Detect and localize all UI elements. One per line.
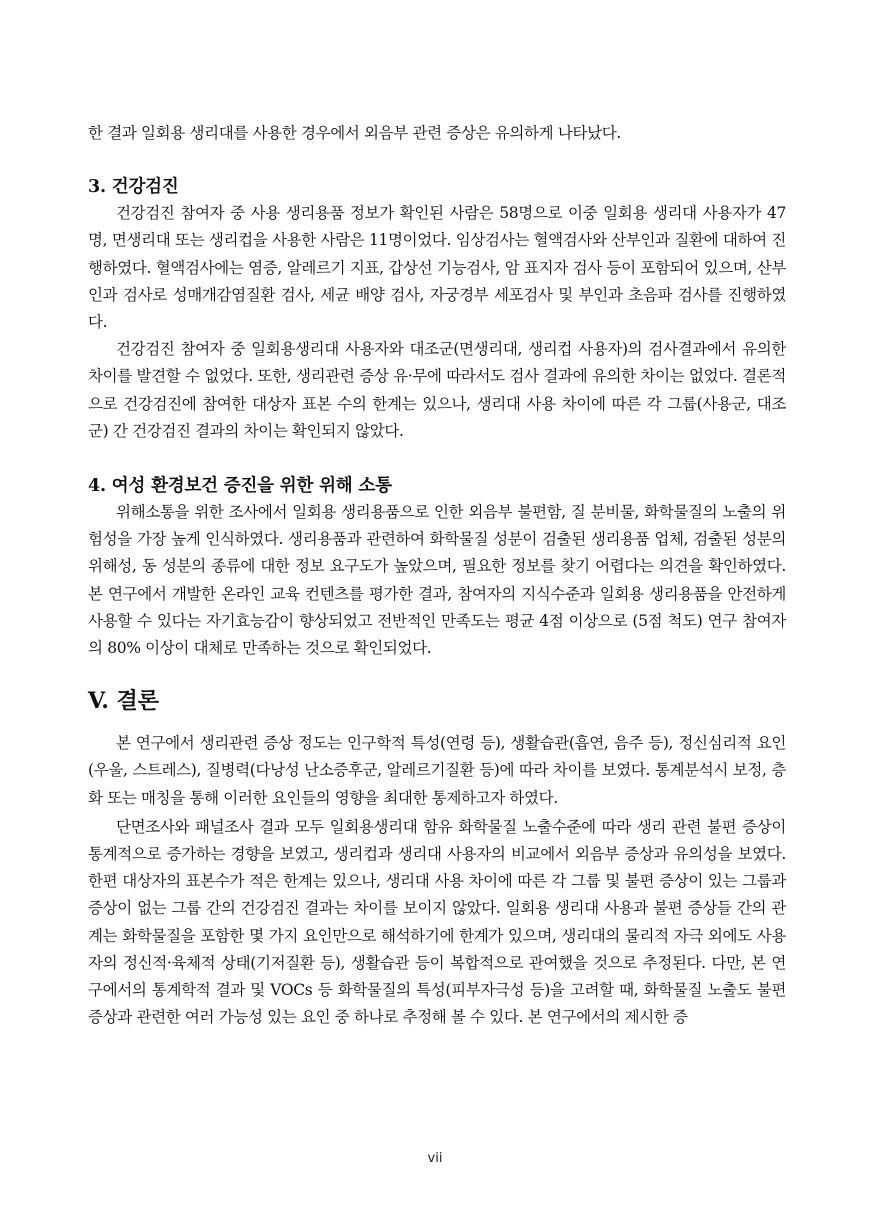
section-title-health-checkup: 3. 건강검진 [88, 177, 179, 198]
spacer [88, 662, 786, 686]
document-page [88, 120, 786, 1031]
health-checkup-paragraph-1: 건강검진 참여자 중 사용 생리용품 정보가 확인된 사람은 58명으로 이중 일회용 생리대 사용자가 47명, 면생리대 또는 생리컵을 사용한 사람은 11명이었다. 임상검사는 혈액검사와 산부인과 질환에 대하여 진행하였다. 혈액검사에는 염증, 알레르기 지표, 갑상선 기능검사, 암 표지자 검사 등이 포함되어 있으며, 산부인과 검사로 성매개감염질환 검사, 세균 배양 검사, 자궁경부 세포검사 및 부인과 초음파 검사를 진행하였다. [88, 204, 786, 332]
intro-paragraph: 한 결과 일회용 생리대를 사용한 경우에서 외음부 관련 증상은 유의하게 나타났다. [88, 124, 621, 142]
risk-communication-paragraph-1: 위해소통을 위한 조사에서 일회용 생리용품으로 인한 외음부 불편함, 질 분비물, 화학물질의 노출의 위험성을 가장 높게 인식하였다. 생리용품과 관련하여 화학물질 성분이 검출된 생리용품 업체, 검출된 성분의 위해성, 동 성분의 종류에 대한 정보 요구도가 높았으며, 필요한 정보를 찾기 어렵다는 의견을 확인하였다. 본 연구에서 개발한 온라인 교육 컨텐츠를 평가한 결과, 참여자의 지식수준과 일회용 생리용품을 안전하게 사용할 수 있다는 자기효능감이 향상되었고 전반적인 만족도는 평균 4점 이상으로 (5점 척도) 연구 참여자의 80% 이상이 대체로 만족하는 것으로 확인되었다. [88, 503, 786, 658]
spacer [88, 445, 786, 473]
section-title-risk-communication: 4. 여성 환경보건 증진을 위한 위해 소통 [88, 476, 392, 497]
conclusion-paragraph-1: 본 연구에서 생리관련 증상 정도는 인구학적 특성(연령 등), 생활습관(흡연, 음주 등), 정신심리적 요인(우울, 스트레스), 질병력(다낭성 난소증후군, 알레르기질환 등)에 따라 차이를 보였다. 통계분석시 보정, 층화 또는 매칭을 통해 이러한 요인들의 영향을 최대한 통제하고자 하였다. [88, 734, 786, 807]
spacer [88, 716, 786, 730]
chapter-title-conclusion: V. 결론 [88, 688, 160, 715]
page-number: vii [427, 1151, 443, 1166]
spacer [88, 147, 786, 174]
conclusion-paragraph-2: 단면조사와 패널조사 결과 모두 일회용생리대 함유 화학물질 노출수준에 따라 생리 관련 불편 증상이 통계적으로 증가하는 경향을 보였고, 생리컵과 생리대 사용자의 비교에서 외음부 증상과 유의성을 보였다. 한편 대상자의 표본수가 적은 한계는 있으나, 생리대 사용 차이에 따른 각 그룹 및 불편 증상이 있는 그룹과 증상이 없는 그룹 간의 건강검진 결과는 차이를 보이지 않았다. 일회용 생리대 사용과 불편 증상들 간의 관계는 화학물질을 포함한 몇 가지 요인만으로 해석하기에 한계가 있으며, 생리대의 물리적 자극 외에도 사용자의 정신적·육체적 상태(기저질환 등), 생활습관 등이 복합적으로 관여했을 것으로 추정된다. 다만, 본 연구에서의 통계학적 결과 및 VOCs 등 화학물질의 특성(피부자극성 등)을 고려할 때, 화학물질 노출도 불편증상과 관련한 여러 가능성 있는 요인 중 하나로 추정해 볼 수 있다. 본 연구에서의 제시한 증 [88, 817, 786, 1027]
health-checkup-paragraph-2: 건강검진 참여자 중 일회용생리대 사용자와 대조군(면생리대, 생리컵 사용자)의 검사결과에서 유의한 차이를 발견할 수 없었다. 또한, 생리관련 증상 유·무에 따라서도 검사 결과에 유의한 차이는 없었다. 결론적으로 건강검진에 참여한 대상자 표본 수의 한계는 있으나, 생리대 사용 차이에 따른 각 그룹(사용군, 대조군) 간 건강검진 결과의 차이는 확인되지 않았다. [88, 340, 786, 440]
